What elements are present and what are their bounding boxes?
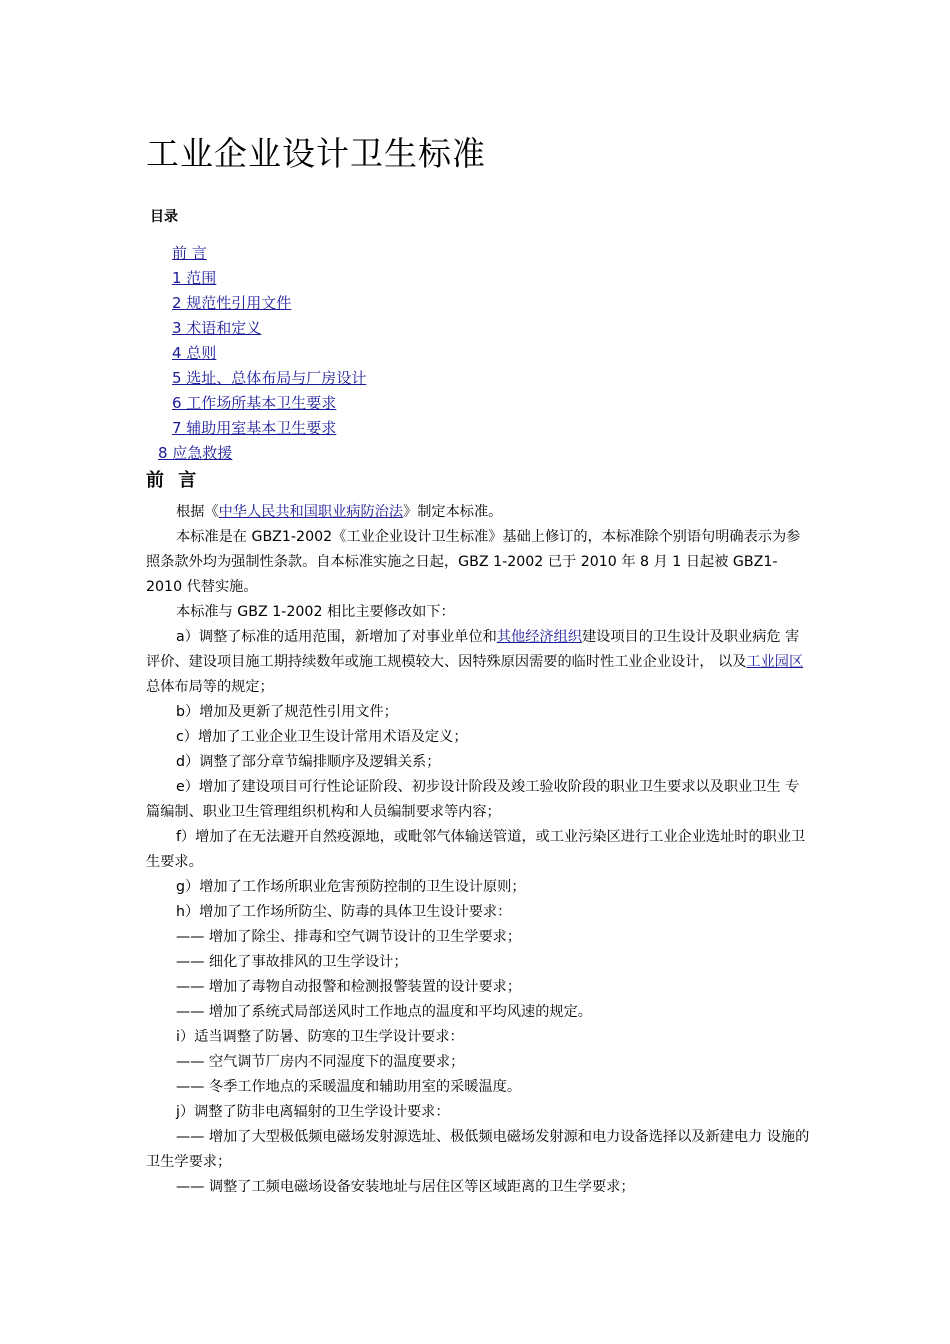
sub-item: —— 空气调节厂房内不同湿度下的温度要求； [176, 1054, 465, 1070]
list-item-f: f）增加了在无法避开自然疫源地，或毗邻气体输送管道，或工业污染区进行工业企业选址时的职业卫生要求。 [146, 829, 806, 870]
paragraph [146, 500, 810, 525]
sub-item: —— 增加了大型极低频电磁场发射源选址、极低频电磁场发射源和电力设备选择以及新建电力 设施的卫生学要求； [146, 1129, 810, 1170]
paragraph-text: 根据《 [176, 504, 219, 520]
document-body [146, 500, 810, 1200]
paragraph-text: 建设项目的卫生设计及职业病危 害评价、建设项目施工期持续数年或施工规模较大、因特殊原因需要的临时性工业企业设计， 以及 [146, 629, 800, 670]
industrial-park-link[interactable]: 工业园区 [746, 654, 804, 670]
sub-item: —— 调整了工频电磁场设备安装地址与居住区等区域距离的卫生学要求； [176, 1179, 635, 1195]
paragraph-text: 总体布局等的规定； [146, 679, 274, 695]
toc-link-emergency[interactable]: 8 应急救援 [158, 444, 233, 462]
list-item-a [146, 625, 810, 700]
list-item-h: h）增加了工作场所防尘、防毒的具体卫生设计要求： [176, 904, 512, 920]
paragraph-text: 》制定本标准。 [403, 504, 503, 520]
section-heading-preface: 前 言 [146, 470, 201, 491]
toc-link-auxiliary-rooms[interactable]: 7 辅助用室基本卫生要求 [172, 419, 337, 437]
paragraph: 本标准与 GBZ 1-2002 相比主要修改如下： [176, 604, 455, 620]
sub-item: —— 增加了毒物自动报警和检测报警装置的设计要求； [176, 979, 522, 995]
paragraph-text: a）调整了标准的适用范围，新增加了对事业单位和 [176, 629, 497, 645]
list-item-d: d）调整了部分章节编排顺序及逻辑关系； [176, 754, 441, 770]
toc-link-terms[interactable]: 3 术语和定义 [172, 319, 262, 337]
toc-link-site-layout[interactable]: 5 选址、总体布局与厂房设计 [172, 369, 367, 387]
other-economic-orgs-link[interactable]: 其他经济组织 [496, 629, 582, 645]
toc-link-workplace-hygiene[interactable]: 6 工作场所基本卫生要求 [172, 394, 337, 412]
toc-link-scope[interactable]: 1 范围 [172, 269, 217, 287]
list-item-e: e）增加了建设项目可行性论证阶段、初步设计阶段及竣工验收阶段的职业卫生要求以及职业卫生 专篇编制、职业卫生管理组织机构和人员编制要求等内容； [146, 779, 800, 820]
document-title: 工业企业设计卫生标准 [146, 134, 486, 173]
toc-link-preface[interactable]: 前 言 [172, 244, 207, 262]
sub-item: —— 冬季工作地点的采暖温度和辅助用室的采暖温度。 [176, 1079, 522, 1095]
list-item-i: i）适当调整了防暑、防寒的卫生学设计要求： [176, 1029, 464, 1045]
toc-heading: 目录 [150, 209, 178, 225]
paragraph: 本标准是在 GBZ1-2002《工业企业设计卫生标准》基础上修订的，本标准除个别语句明确表示为参照条款外均为强制性条款。自本标准实施之日起，GBZ 1-2002 已于 2010 年 8 月 1 日起被 GBZ1-2010 代替实施。 [146, 529, 801, 595]
sub-item: —— 增加了除尘、排毒和空气调节设计的卫生学要求； [176, 929, 522, 945]
list-item-b: b）增加及更新了规范性引用文件； [176, 704, 398, 720]
list-item-g: g）增加了工作场所职业危害预防控制的卫生设计原则； [176, 879, 526, 895]
sub-item: —— 增加了系统式局部送风时工作地点的温度和平均风速的规定。 [176, 1004, 592, 1020]
list-item-c: c）增加了工业企业卫生设计常用术语及定义； [176, 729, 468, 745]
sub-item: —— 细化了事故排风的卫生学设计； [176, 954, 408, 970]
toc-link-general[interactable]: 4 总则 [172, 344, 217, 362]
toc-link-normative-references[interactable]: 2 规范性引用文件 [172, 294, 292, 312]
law-link[interactable]: 中华人民共和国职业病防治法 [218, 504, 404, 520]
list-item-j: j）调整了防非电离辐射的卫生学设计要求： [176, 1104, 450, 1120]
